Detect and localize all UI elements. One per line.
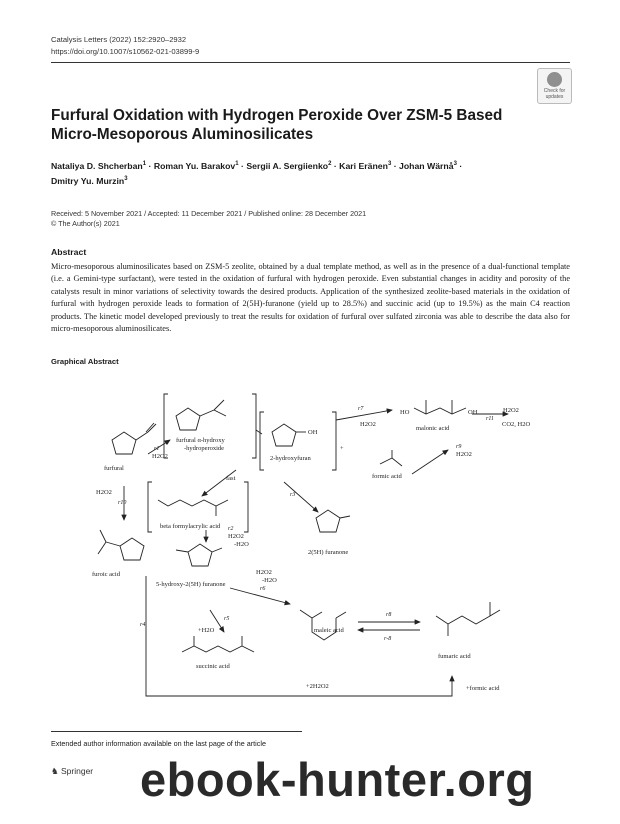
rate-r4: r4 bbox=[140, 622, 146, 628]
rate-r1: r1 bbox=[154, 446, 160, 452]
author-affiliation: 1 bbox=[142, 161, 147, 167]
badge-line-1: Check for bbox=[543, 88, 566, 94]
header-rule bbox=[51, 62, 570, 63]
history-dates: Received: 5 November 2021 / Accepted: 11 December 2021 / Published online: 28 December 2021 bbox=[51, 209, 367, 218]
rate-r5: r5 bbox=[224, 616, 230, 622]
label-h2o2-r7: H2O2 bbox=[360, 421, 376, 428]
label-formic: formic acid bbox=[372, 473, 402, 480]
label-h2o2-r10: H2O2 bbox=[96, 489, 112, 496]
title-line-1: Furfural Oxidation with Hydrogen Peroxide Over ZSM-5 Based bbox=[51, 107, 503, 124]
malonic-acid-structure bbox=[414, 400, 466, 414]
label-oh: OH bbox=[308, 429, 318, 436]
succinic-acid-structure bbox=[182, 636, 254, 652]
updates-icon bbox=[547, 72, 562, 87]
rate-r6: r6 bbox=[260, 586, 266, 592]
paper-title bbox=[51, 106, 521, 144]
journal-citation: Catalysis Letters (2022) 152:2920–2932 bbox=[51, 35, 187, 44]
author-name[interactable]: Johan Wärnå bbox=[399, 160, 454, 171]
label-malonic: malonic acid bbox=[416, 425, 450, 432]
author-name[interactable]: Kari Eränen bbox=[339, 160, 388, 171]
author-name[interactable]: Dmitry Yu. Murzin bbox=[51, 175, 125, 186]
label-h2o2-r1: H2O2 bbox=[152, 453, 168, 460]
furfural-structure bbox=[112, 423, 156, 454]
label-succinic: succinic acid bbox=[196, 663, 230, 670]
label-water-loss-r2: -H2O bbox=[234, 541, 249, 548]
label-h2o2-2: +2H2O2 bbox=[306, 683, 329, 690]
label-ho: HO bbox=[400, 409, 410, 416]
label-hydroperoxide-1: furfural α-hydroxy bbox=[176, 437, 225, 444]
label-formic-add: +formic acid bbox=[466, 685, 500, 692]
rate-r10: r10 bbox=[118, 500, 127, 506]
author-name[interactable]: Roman Yu. Barakov bbox=[153, 160, 236, 171]
label-furanone: 2(5H) furanone bbox=[308, 549, 349, 556]
label-oh-malonic: OH bbox=[468, 409, 478, 416]
copyright: © The Author(s) 2021 bbox=[51, 219, 120, 228]
doi-link[interactable]: https://doi.org/10.1007/s10562-021-03899-9 bbox=[51, 47, 200, 56]
label-maleic: maleic acid bbox=[314, 627, 344, 634]
arrow-r4 bbox=[146, 576, 452, 696]
publication-dates bbox=[51, 209, 366, 229]
arrow-r7 bbox=[336, 410, 392, 420]
publisher-logo bbox=[51, 766, 93, 777]
furanone-structure bbox=[316, 510, 350, 532]
maleic-acid-structure bbox=[300, 610, 346, 640]
label-water-add: +H2O bbox=[198, 627, 215, 634]
label-formylacrylic: beta formylacrylic acid bbox=[160, 523, 221, 530]
author-affiliation: 3 bbox=[453, 161, 457, 167]
rate-r3: r3 bbox=[290, 492, 296, 498]
arrow-connector bbox=[256, 430, 262, 434]
hydroperoxide-structure bbox=[176, 400, 226, 430]
author-name[interactable]: Nataliya D. Shcherban bbox=[51, 160, 143, 171]
rate-r-8: r-8 bbox=[384, 636, 392, 642]
hydroxyfuranone-structure bbox=[176, 544, 222, 566]
author-name[interactable]: Sergii A. Sergiienko bbox=[246, 160, 329, 171]
author-affiliation: 2 bbox=[328, 161, 332, 167]
label-furoic: furoic acid bbox=[92, 571, 120, 578]
abstract-heading: Abstract bbox=[51, 247, 87, 257]
badge-line-2: updates bbox=[545, 94, 564, 100]
author-affiliation: 3 bbox=[387, 161, 392, 167]
label-furfural: furfural bbox=[104, 465, 124, 472]
footnote-rule bbox=[51, 731, 302, 732]
hydroxyfuran-structure bbox=[272, 424, 306, 446]
reaction-scheme bbox=[0, 370, 620, 710]
label-h2o2-r11: H2O2 bbox=[503, 407, 519, 414]
label-fast: fast bbox=[226, 475, 236, 482]
formylacrylic-structure bbox=[158, 500, 228, 516]
arrow-fast bbox=[202, 470, 236, 496]
label-co2: CO2, H2O bbox=[502, 421, 531, 428]
rate-r2: r2 bbox=[228, 526, 234, 532]
watermark: ebook-hunter.org bbox=[140, 753, 535, 806]
author-affiliation: 3 bbox=[124, 175, 128, 182]
label-hydroxyfuran: 2-hydroxyfuran bbox=[270, 455, 311, 462]
graphical-abstract-heading: Graphical Abstract bbox=[51, 357, 119, 366]
label-plus: + bbox=[340, 445, 344, 452]
author-affiliation: 1 bbox=[235, 161, 239, 167]
publisher-name: Springer bbox=[61, 766, 94, 776]
furoic-acid-structure bbox=[98, 530, 144, 560]
abstract-text: Micro-mesoporous aluminosilicates based on ZSM-5 zeolite, obtained by a dual template method, as well as in the presence of a dual-functional template (i.e. a Gemini-type surfactant), were tested in the oxidation of furfural with hydrogen peroxide. Even substantial changes in acidity and porosity of the catalysts result in minor variations of selectivity towards the desired products. Application of the synthesized zeolite-based materials in the oxidation of furfural with hydrogen peroxide leads to formation of 2(5H)-furanone (yield up to 28.5%) and succinic acid (up to 19.5%) as the main C4 reaction products. The kinetic model developed previously to treat the results for oxidation of furfural over sulfated zirconia was able to describe the data also for micro-mesoporous aluminosilicates. bbox=[51, 262, 570, 334]
author-list: Nataliya D. Shcherban$^1$ · Roman Yu. Barakov$^1$ · Sergii A. Sergiienko$^2$ · Kari Eränen$^3$ · Johan Wärnå$^3$ · Dmitry Yu. Murzin$^3$ bbox=[51, 160, 463, 186]
fumaric-acid-structure bbox=[436, 602, 500, 636]
footnote: Extended author information available on the last page of the article bbox=[51, 739, 266, 748]
rate-r7: r7 bbox=[358, 406, 364, 412]
rate-r8: r8 bbox=[386, 612, 392, 618]
label-h2o2-r9: H2O2 bbox=[456, 451, 472, 458]
check-for-updates-badge[interactable] bbox=[537, 68, 572, 104]
rate-r9: r9 bbox=[456, 444, 462, 450]
label-water-loss-r6: -H2O bbox=[262, 577, 277, 584]
rate-r11: r11 bbox=[486, 416, 494, 422]
arrow-r9 bbox=[412, 450, 448, 474]
label-hydroperoxide-2: -hydroperoxide bbox=[184, 445, 225, 452]
label-fumaric: fumaric acid bbox=[438, 653, 471, 660]
label-h2o2-r6: H2O2 bbox=[256, 569, 272, 576]
label-h2o2-r2: H2O2 bbox=[228, 533, 244, 540]
label-hydroxyfuranone: 5-hydroxy-2(5H) furanone bbox=[156, 581, 226, 588]
journal-header bbox=[51, 34, 199, 58]
formic-acid-structure bbox=[380, 450, 402, 466]
title-line-2: Micro-Mesoporous Aluminosilicates bbox=[51, 126, 314, 143]
springer-horse-icon: ♞ bbox=[51, 766, 59, 776]
